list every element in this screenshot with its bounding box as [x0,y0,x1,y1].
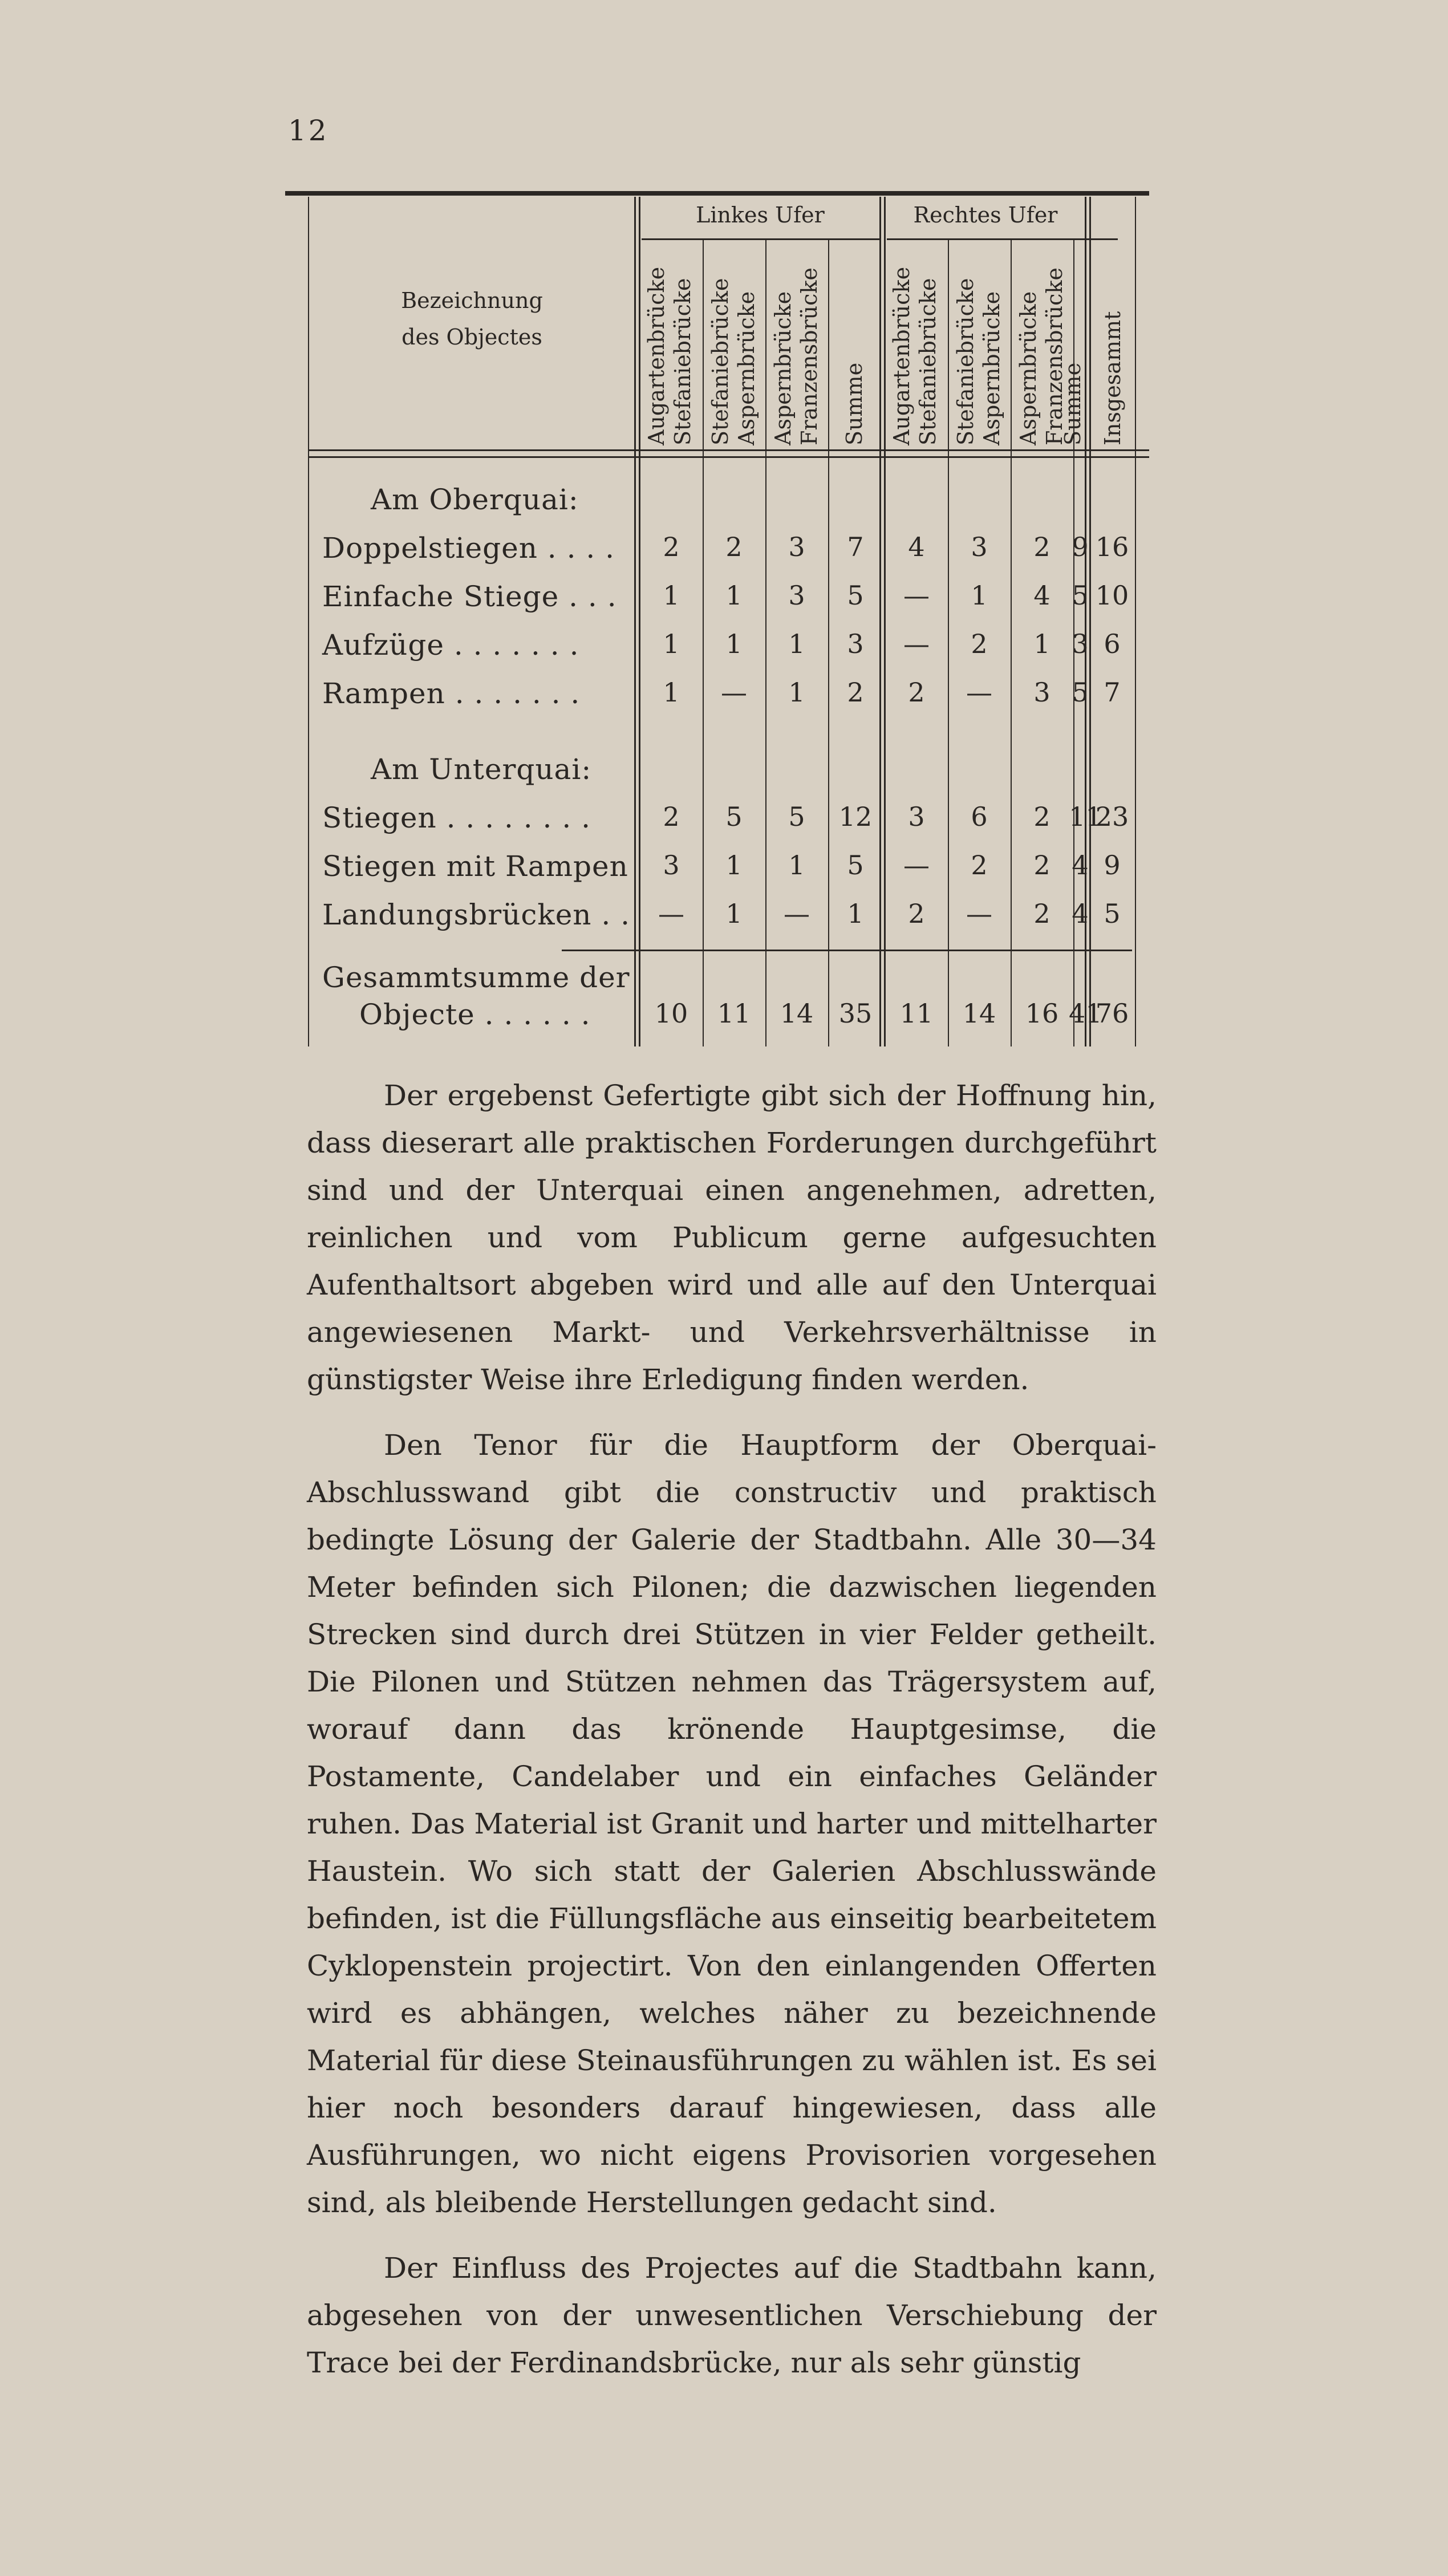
row-label-doppelstiegen: Doppelstiegen . . . . [322,532,615,565]
col-header-total: Insgesammt [1100,311,1125,445]
group-rule-left [642,238,881,240]
table-cell: 3 [908,801,925,832]
total-label-line1: Gesammtsumme der [322,961,630,994]
total-cell: 76 [1095,998,1129,1029]
header-rule-1 [308,449,1149,451]
right-bank-header: Rechtes Ufer [913,202,1058,228]
table-cell: 6 [971,801,988,832]
table-cell: 6 [1104,628,1121,659]
table-cell: 2 [971,628,988,659]
col-header-right-sum: Summe [1060,362,1085,445]
table-cell: 3 [1033,677,1050,708]
table-cell: 2 [663,801,680,832]
table-cell: 1 [788,850,805,881]
table-cell: 2 [1033,850,1050,881]
table-cell: 2 [1033,801,1050,832]
paragraph-3: Der Einfluss des Projectes auf die Stadtbahn kann, abgesehen von der unwesentlichen Verschiebung der Trace bei der Ferdinandsbrücke, nur als sehr günstig [307,2252,1157,2379]
col-header-right-2: Stefaniebrücke Aspernbrücke [953,278,1004,445]
table-cell: 9 [1104,850,1121,881]
section-upper-heading: Am Oberquai: [371,483,579,516]
table-cell: 1 [725,850,743,881]
table-cell: 1 [725,898,743,929]
row-label-stiegen: Stiegen . . . . . . . . [322,801,591,834]
table-cell: 2 [725,532,743,562]
table-cell: — [658,898,684,929]
table-cell: 4 [1072,850,1089,881]
table-cell: 4 [908,532,925,562]
table-cell: — [721,677,747,708]
col-header-left-sum: Summe [842,362,867,445]
table-cell: 16 [1095,532,1129,562]
table-cell: 1 [847,898,864,929]
total-rule [562,950,1132,951]
table-cell: 5 [788,801,805,832]
header-rule-2 [308,456,1149,458]
table-cell: 2 [908,677,925,708]
vline-j [1135,197,1136,1046]
table-cell: 2 [847,677,864,708]
table-cell: — [903,628,930,659]
total-cell: 35 [838,998,873,1029]
col-header-right-1: Augartenbrücke Stefaniebrücke [889,266,940,445]
table-cell: 5 [725,801,743,832]
total-cell: 14 [962,998,996,1029]
table-cell: 2 [1033,532,1050,562]
table-cell: 5 [1072,580,1089,611]
table-cell: 3 [971,532,988,562]
vline-d [828,240,829,1046]
table-cell: 10 [1095,580,1129,611]
row-label-stiegen-mit-rampen: Stiegen mit Rampen [322,850,628,883]
table-cell: 1 [788,628,805,659]
table-cell: 4 [1033,580,1050,611]
table-cell: 5 [847,850,864,881]
table-cell: 9 [1072,532,1089,562]
total-cell: 41 [1069,998,1102,1029]
table-cell: 1 [788,677,805,708]
table-cell: 1 [971,580,988,611]
table-cell: 3 [663,850,680,881]
table-top-rule [285,191,1149,196]
table-cell: — [966,898,992,929]
table-cell: 2 [908,898,925,929]
total-cell: 14 [780,998,814,1029]
col-header-left-2: Stefaniebrücke Aspernbrücke [708,278,759,445]
section-lower-heading: Am Unterquai: [371,753,592,786]
designation-header-line2: des Objectes [401,324,542,350]
table-cell: 12 [838,801,873,832]
total-cell: 16 [1025,998,1059,1029]
table-cell: 2 [663,532,680,562]
body-text [307,1072,1157,2387]
table-cell: 5 [1104,898,1121,929]
table-cell: 3 [788,580,805,611]
row-label-aufzuege: Aufzüge . . . . . . . [322,628,579,662]
table-cell: 1 [725,628,743,659]
table-cell: 2 [971,850,988,881]
col-header-left-3: Aspernbrücke Franzensbrücke [770,267,822,445]
table-cell: — [784,898,810,929]
table-cell: — [903,580,930,611]
table-cell: 23 [1095,801,1129,832]
total-cell: 10 [654,998,688,1029]
statistics-table [285,191,1149,1046]
total-label-line2: Objecte . . . . . . [359,998,591,1031]
table-cell: 1 [1033,628,1050,659]
table-cell: 1 [663,677,680,708]
table-cell: 11 [1069,801,1102,832]
table-cell: 1 [663,580,680,611]
table-cell: — [903,850,930,881]
table-cell: 1 [725,580,743,611]
total-cell: 11 [717,998,751,1029]
table-cell: 7 [847,532,864,562]
col-header-right-3: Aspernbrücke Franzensbrücke [1016,267,1067,445]
group-rule-right [887,238,1118,240]
col-header-left-1: Augartenbrücke Stefaniebrücke [644,266,695,445]
designation-header-line1: Bezeichnung [401,288,543,313]
table-cell: 3 [788,532,805,562]
paragraph-1: Der ergebenst Gefertigte gibt sich der Hoffnung hin, dass dieserart alle praktischen Forderungen durchgeführt sind und der Unterquai einen angenehmen, adretten, reinlichen und vom Publicum gerne aufgesuchten Aufenthaltsort abgeben wird und alle auf den Unterquai angewiesenen Markt- und Verkehrsverhältnisse in günstigster Weise ihre Erledigung finden werden. [307,1079,1157,1396]
row-label-einfache-stiege: Einfache Stiege . . . [322,580,617,613]
left-bank-header: Linkes Ufer [696,202,825,228]
table-cell: 1 [663,628,680,659]
table-cell: 4 [1072,898,1089,929]
table-cell: 7 [1104,677,1121,708]
page-number: 12 [288,114,329,147]
table-cell: 3 [1072,628,1089,659]
total-cell: 11 [899,998,934,1029]
row-label-rampen: Rampen . . . . . . . [322,677,581,710]
table-cell: 5 [1072,677,1089,708]
row-label-landungsbruecken: Landungsbrücken . . [322,898,631,931]
table-cell: 2 [1033,898,1050,929]
table-cell: — [966,677,992,708]
table-cell: 3 [847,628,864,659]
paragraph-2: Den Tenor für die Hauptform der Oberquai-Abschlusswand gibt die constructiv und praktisch bedingte Lösung der Galerie der Stadtbahn. Alle 30—34 Meter befinden sich Pilonen; die dazwischen liegenden Strecken sind durch drei Stützen in vier Felder getheilt. Die Pilonen und Stützen nehmen das Trägersystem auf, worauf dann das krönende Hauptgesimse, die Postamente, Candelaber und ein einfaches Geländer ruhen. Das Material ist Granit und harter und mittelharter Haustein. Wo sich statt der Galerien Abschlusswände befinden, ist die Füllungsfläche aus einseitig bearbeitetem Cyklopenstein projectirt. Von den einlangenden Offerten wird es abhängen, welches näher zu bezeichnende Material für diese Steinausführungen zu wählen ist. Es sei hier noch besonders darauf hingewiesen, dass alle Ausführungen, wo nicht eigens Provisorien vorgesehen sind, als bleibende Herstellungen gedacht sind. [307,1429,1157,2219]
table-cell: 5 [847,580,864,611]
